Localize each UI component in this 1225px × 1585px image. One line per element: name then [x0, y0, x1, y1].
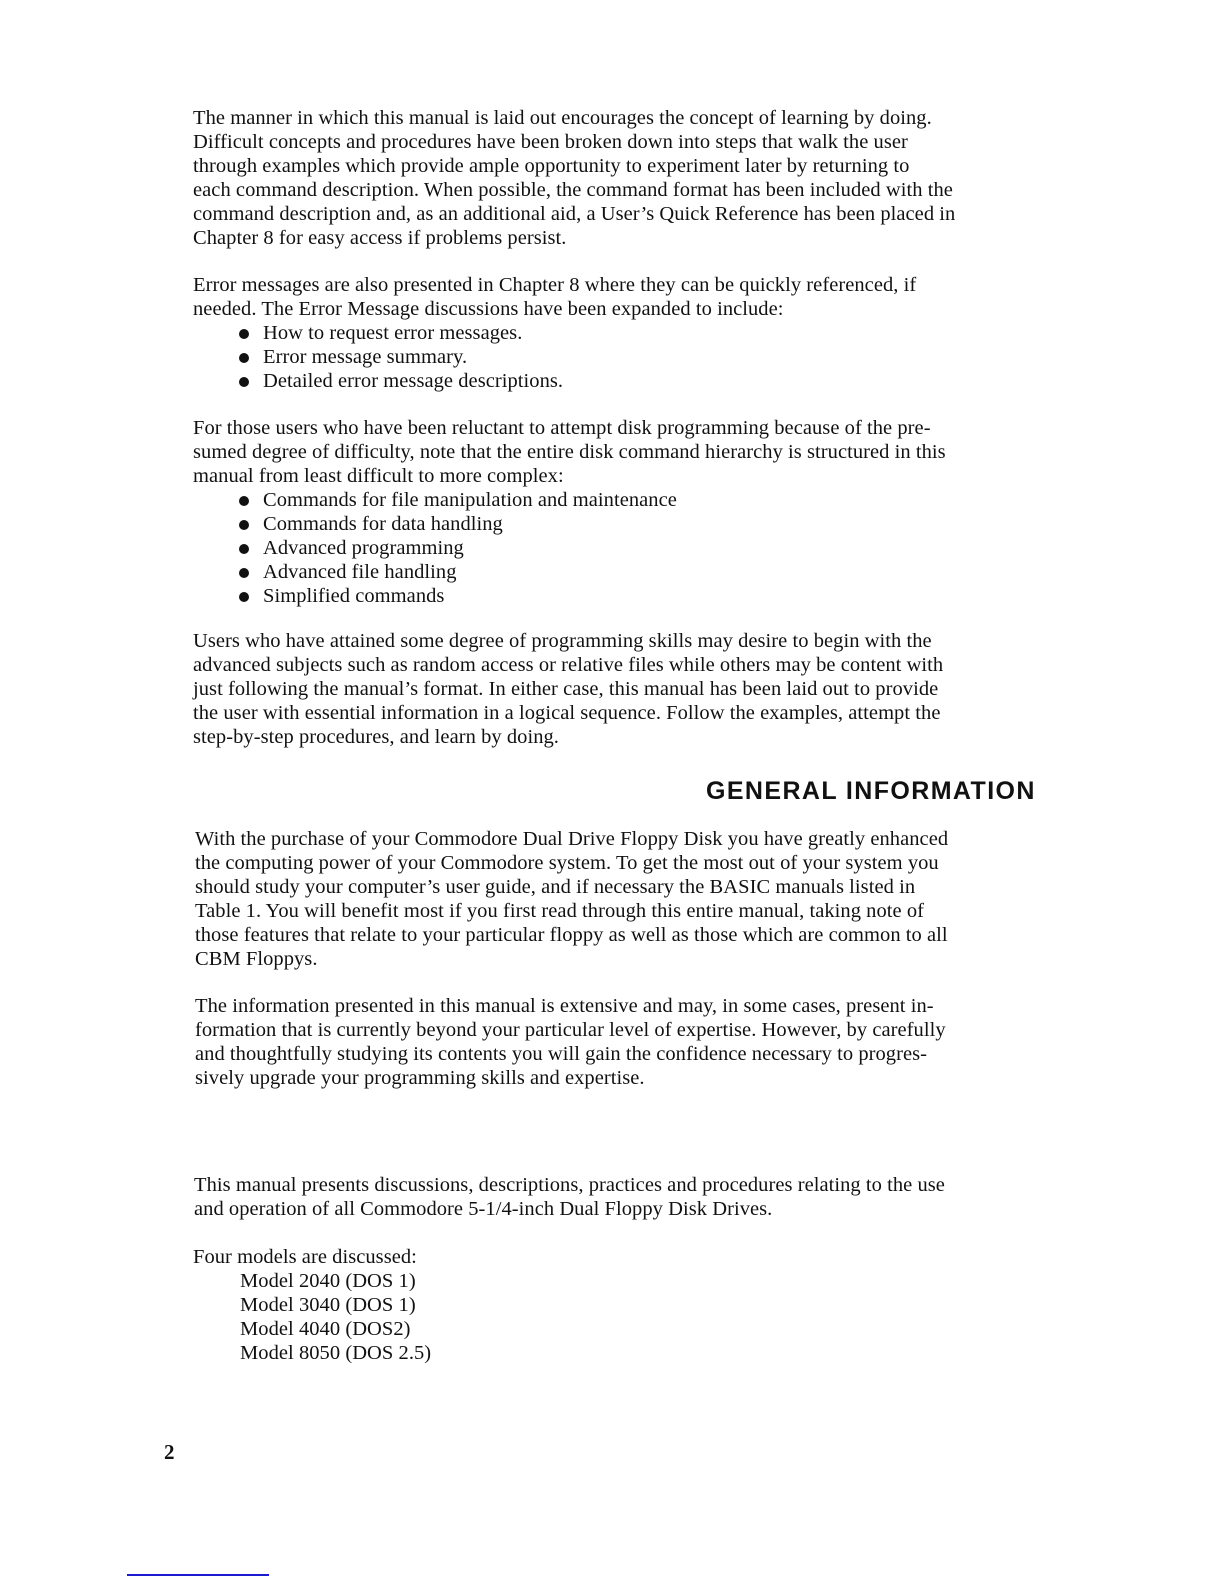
bullet-item — [193, 512, 1063, 536]
error-message-bullet-list — [193, 321, 1063, 393]
bullet-icon — [239, 329, 249, 339]
text-line: The manner in which this manual is laid out encourages the concept of learning by doing. — [193, 107, 932, 129]
bullet-icon — [239, 496, 249, 506]
bullet-text: Detailed error message descriptions. — [263, 370, 564, 392]
bullet-item — [193, 321, 1063, 345]
text-line: sively upgrade your programming skills and expertise. — [195, 1067, 645, 1089]
bullet-item — [193, 536, 1063, 560]
text-line: through examples which provide ample opportunity to experiment later by returning to — [193, 155, 910, 177]
intro-paragraph-learning-by-doing — [193, 106, 1063, 250]
text-line: This manual presents discussions, descriptions, practices and procedures relating to the use — [194, 1174, 945, 1196]
section-heading-general-information: GENERAL INFORMATION — [706, 777, 1036, 805]
text-line: and operation of all Commodore 5-1/4-inch Dual Floppy Disk Drives. — [194, 1198, 773, 1220]
text-line: Table 1. You will benefit most if you first read through this entire manual, taking note of — [195, 900, 925, 922]
page-number: 2 — [164, 1440, 175, 1464]
bullet-item — [193, 369, 1063, 393]
models-intro: Four models are discussed: — [193, 1246, 417, 1268]
text-line: The information presented in this manual is extensive and may, in some cases, present in- — [195, 995, 934, 1017]
text-line: should study your computer’s user guide, and if necessary the BASIC manuals listed in — [195, 876, 916, 898]
intro-paragraph-command-hierarchy — [193, 416, 1063, 608]
general-info-paragraph-scope — [194, 1173, 1064, 1221]
text-line: Error messages are also presented in Chapter 8 where they can be quickly referenced, if — [193, 274, 917, 296]
text-line: each command description. When possible, the command format has been included with the — [193, 179, 953, 201]
bullet-text: Error message summary. — [263, 346, 468, 368]
bullet-icon — [239, 353, 249, 363]
intro-paragraph-error-messages — [193, 273, 1063, 393]
model-item: Model 3040 (DOS 1) — [240, 1294, 416, 1316]
text-line: and thoughtfully studying its contents you will gain the confidence necessary to progres- — [195, 1043, 928, 1065]
bullet-text: Simplified commands — [263, 585, 445, 607]
bullet-item — [193, 560, 1063, 584]
general-info-paragraph-expertise — [195, 994, 1065, 1090]
general-info-paragraph-purchase — [195, 827, 1065, 971]
bullet-icon — [239, 592, 249, 602]
model-item: Model 8050 (DOS 2.5) — [240, 1342, 432, 1364]
intro-paragraph-advanced-users — [193, 629, 1063, 749]
text-line: sumed degree of difficulty, note that the entire disk command hierarchy is structured in this — [193, 441, 946, 463]
models-section — [193, 1245, 1063, 1365]
text-line: Difficult concepts and procedures have been broken down into steps that walk the user — [193, 131, 908, 153]
command-hierarchy-bullet-list — [193, 488, 1063, 608]
text-line: Chapter 8 for easy access if problems persist. — [193, 227, 567, 249]
bullet-icon — [239, 520, 249, 530]
text-line: just following the manual’s format. In either case, this manual has been laid out to provide — [193, 678, 939, 700]
text-line: command description and, as an additional aid, a User’s Quick Reference has been placed in — [193, 203, 956, 225]
bullet-item — [193, 345, 1063, 369]
text-line: Users who have attained some degree of programming skills may desire to begin with the — [193, 630, 932, 652]
bullet-text: Commands for file manipulation and maintenance — [263, 489, 677, 511]
bullet-icon — [239, 568, 249, 578]
bullet-icon — [239, 377, 249, 387]
text-line: step-by-step procedures, and learn by doing. — [193, 726, 559, 748]
text-line: advanced subjects such as random access or relative files while others may be content with — [193, 654, 944, 676]
bullet-text: How to request error messages. — [263, 322, 523, 344]
bullet-text: Commands for data handling — [263, 513, 503, 535]
text-line: the computing power of your Commodore system. To get the most out of your system you — [195, 852, 939, 874]
text-line: the user with essential information in a logical sequence. Follow the examples, attempt the — [193, 702, 941, 724]
model-item: Model 2040 (DOS 1) — [240, 1270, 416, 1292]
bullet-text: Advanced programming — [263, 537, 464, 559]
footer-rule-divider — [127, 1574, 269, 1576]
model-item: Model 4040 (DOS2) — [240, 1318, 411, 1340]
models-list — [193, 1269, 1063, 1365]
bullet-item — [193, 584, 1063, 608]
text-line: CBM Floppys. — [195, 948, 318, 970]
text-line: needed. The Error Message discussions have been expanded to include: — [193, 298, 784, 320]
text-line: With the purchase of your Commodore Dual Drive Floppy Disk you have greatly enhanced — [195, 828, 949, 850]
text-line: those features that relate to your particular floppy as well as those which are common to all — [195, 924, 948, 946]
bullet-text: Advanced file handling — [263, 561, 457, 583]
text-line: manual from least difficult to more complex: — [193, 465, 564, 487]
text-line: formation that is currently beyond your particular level of expertise. However, by carefully — [195, 1019, 946, 1041]
bullet-item — [193, 488, 1063, 512]
text-line: For those users who have been reluctant to attempt disk programming because of the pre- — [193, 417, 931, 439]
bullet-icon — [239, 544, 249, 554]
